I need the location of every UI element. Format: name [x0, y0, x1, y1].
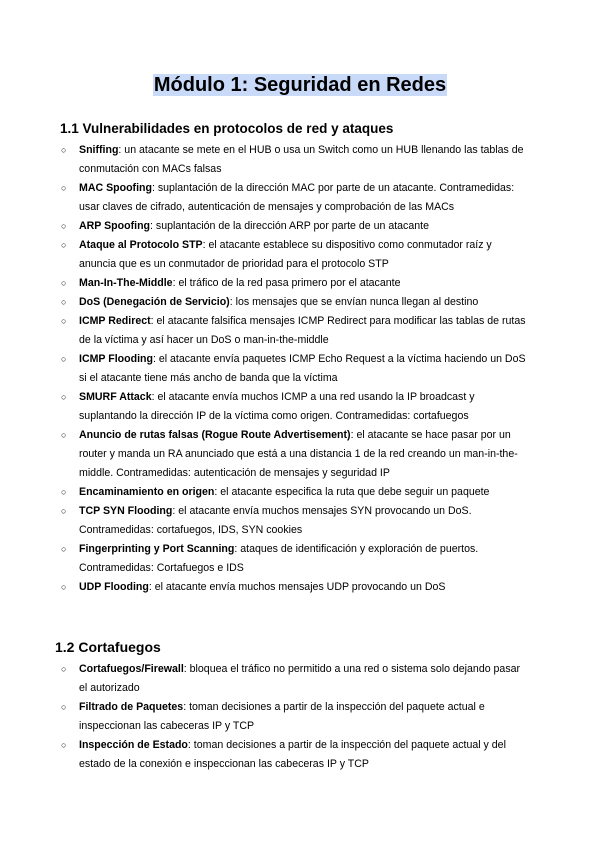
bullet-icon: ○: [61, 740, 67, 750]
item-description: : toman decisiones a partir de la inspección del paquete actual e inspeccionan las cabeceras IP y TCP: [79, 701, 485, 732]
item-description: : el atacante envía muchos ICMP a una red usando la IP broadcast y suplantando la dirección IP de la víctima como origen. Contramedidas: cortafuegos: [79, 391, 475, 422]
bullet-icon: ○: [61, 221, 67, 231]
page-title-text: Módulo 1: Seguridad en Redes: [153, 74, 447, 96]
item-term: Inspección de Estado: [79, 739, 188, 751]
item-term: Cortafuegos/Firewall: [79, 663, 184, 675]
bullet-icon: ○: [61, 316, 67, 326]
item-term: Ataque al Protocolo STP: [79, 239, 203, 251]
item-term: Filtrado de Paquetes: [79, 701, 184, 713]
vulnerabilities-list: [0, 141, 600, 597]
item-description: : ataques de identificación y exploración de puertos. Contramedidas: Cortafuegos e IDS: [79, 543, 479, 574]
item-term: TCP SYN Flooding: [79, 505, 173, 517]
item-term: UDP Flooding: [79, 581, 149, 593]
item-description: : toman decisiones a partir de la inspección del paquete actual y del estado de la conexión e inspeccionan las cabeceras IP y TCP: [79, 739, 506, 770]
bullet-icon: ○: [61, 297, 67, 307]
item-description: : el atacante especifica la ruta que debe seguir un paquete: [214, 486, 490, 498]
bullet-icon: ○: [61, 392, 67, 402]
item-description: : un atacante se mete en el HUB o usa un Switch como un HUB llenando las tablas de conmutación con MACs falsas: [79, 144, 524, 175]
item-term: ICMP Flooding: [79, 353, 153, 365]
list-item: [0, 350, 600, 388]
item-term: SMURF Attack: [79, 391, 152, 403]
section-heading-cortafuegos: 1.2 Cortafuegos: [55, 639, 161, 655]
list-item: [0, 141, 600, 179]
item-term: ARP Spoofing: [79, 220, 151, 232]
list-item: [0, 274, 600, 293]
list-item: [0, 426, 600, 483]
bullet-icon: ○: [61, 544, 67, 554]
item-description: : el tráfico de la red pasa primero por el atacante: [172, 277, 401, 289]
bullet-icon: ○: [61, 145, 67, 155]
list-item: [0, 236, 600, 274]
item-description: : el atacante envía muchos mensajes UDP provocando un DoS: [148, 581, 446, 593]
item-term: DoS (Denegación de Servicio): [79, 296, 230, 308]
item-description: : bloquea el tráfico no permitido a una red o sistema solo dejando pasar el autorizado: [79, 663, 521, 694]
list-item: [0, 217, 600, 236]
item-term: Encaminamiento en origen: [79, 486, 215, 498]
item-description: : el atacante se hace pasar por un router y manda un RA anunciado que está a una distancia 1 de la red creando un man-in-the-middle. Contramedidas: autenticación de mensajes y seguridad IP: [79, 429, 518, 479]
list-item: [0, 736, 600, 774]
item-term: Sniffing: [79, 144, 119, 156]
bullet-icon: ○: [61, 240, 67, 250]
bullet-icon: ○: [61, 354, 67, 364]
list-item: [0, 540, 600, 578]
list-item: [0, 578, 600, 597]
item-description: : el atacante falsifica mensajes ICMP Redirect para modificar las tablas de rutas de la víctima y así hacer un DoS o man-in-the-middle: [79, 315, 526, 346]
list-item: [0, 179, 600, 217]
item-term: ICMP Redirect: [79, 315, 151, 327]
list-item: [0, 293, 600, 312]
bullet-icon: ○: [61, 664, 67, 674]
bullet-icon: ○: [61, 183, 67, 193]
item-description: : el atacante envía muchos mensajes SYN provocando un DoS. Contramedidas: cortafuegos, IDS, SYN cookies: [79, 505, 472, 536]
bullet-icon: ○: [61, 506, 67, 516]
firewall-list: [0, 660, 600, 774]
section-heading-vulnerabilidades: 1.1 Vulnerabilidades en protocolos de red y ataques: [60, 121, 394, 136]
bullet-icon: ○: [61, 430, 67, 440]
bullet-icon: ○: [61, 702, 67, 712]
list-item: [0, 312, 600, 350]
item-term: Man-In-The-Middle: [79, 277, 173, 289]
list-item: [0, 483, 600, 502]
list-item: [0, 502, 600, 540]
bullet-icon: ○: [61, 487, 67, 497]
item-description: : el atacante establece su dispositivo como conmutador raíz y anuncia que es un conmutador de prioridad para el protocolo STP: [79, 239, 492, 270]
item-term: Fingerprinting y Port Scanning: [79, 543, 235, 555]
item-description: : el atacante envía paquetes ICMP Echo Request a la víctima haciendo un DoS si el atacante tiene más ancho de banda que la víctima: [79, 353, 526, 384]
page-title: [0, 72, 600, 98]
item-description: : los mensajes que se envían nunca llegan al destino: [229, 296, 479, 308]
item-term: MAC Spoofing: [79, 182, 152, 194]
list-item: [0, 698, 600, 736]
item-description: : suplantación de la dirección ARP por parte de un atacante: [150, 220, 429, 232]
list-item: [0, 660, 600, 698]
item-description: : suplantación de la dirección MAC por parte de un atacante. Contramedidas: usar claves de cifrado, autenticación de mensajes y comprobación de las MACs: [79, 182, 515, 213]
bullet-icon: ○: [61, 582, 67, 592]
list-item: [0, 388, 600, 426]
bullet-icon: ○: [61, 278, 67, 288]
item-term: Anuncio de rutas falsas (Rogue Route Advertisement): [79, 429, 351, 441]
